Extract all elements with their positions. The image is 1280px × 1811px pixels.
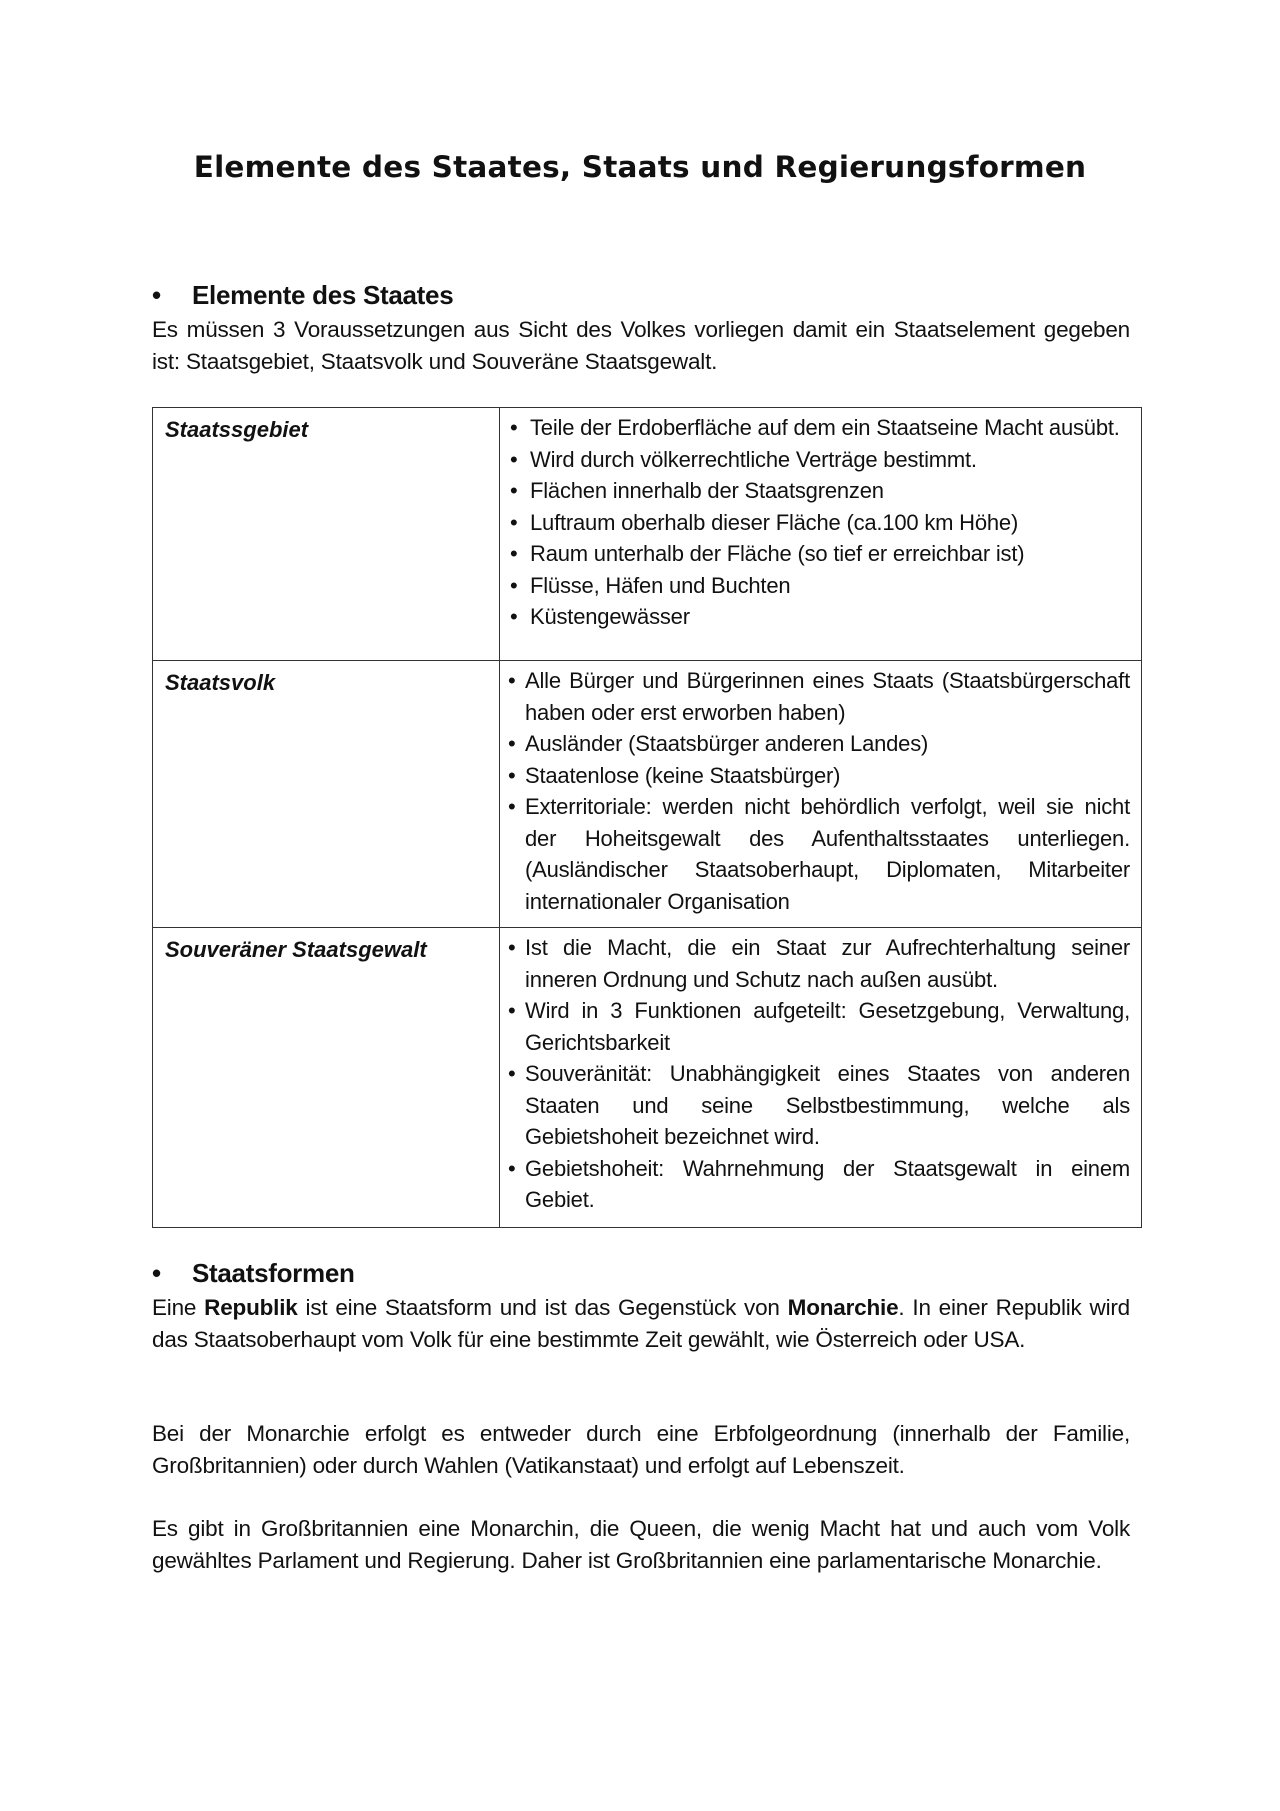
list-item: • Wird durch völkerrechtliche Verträge bestimmt. <box>508 444 1130 476</box>
staatselemente-table <box>152 407 1142 1228</box>
bullet-icon: • <box>152 280 161 310</box>
text-run: Eine <box>152 1295 205 1320</box>
row-label: Staatssgebiet <box>153 408 500 661</box>
section-heading-staatsformen <box>152 1258 355 1289</box>
table-row <box>153 928 1142 1228</box>
list-item: • Souveränität: Unabhängigkeit eines Staates von anderen Staaten und seine Selbstbestimmung, welche als Gebietshoheit bezeichnet wird. <box>508 1058 1130 1153</box>
table-row <box>153 408 1142 661</box>
list-item: • Ausländer (Staatsbürger anderen Landes) <box>508 728 1130 760</box>
text-run: . In einer Republik wird das Staatsoberhaupt vom Volk für eine bestimmte Zeit gewählt, wie Österreich oder USA. <box>152 1295 1130 1352</box>
list-item: • Küstengewässer <box>508 601 1130 633</box>
list-item: • Ist die Macht, die ein Staat zur Aufrechterhaltung seiner inneren Ordnung und Schutz nach außen ausübt. <box>508 932 1130 995</box>
list-item: • Gebietshoheit: Wahrnehmung der Staatsgewalt in einem Gebiet. <box>508 1153 1130 1216</box>
section-heading-text: Staatsformen <box>192 1258 355 1288</box>
row-label: Souveräner Staatsgewalt <box>153 928 500 1228</box>
list-item: • Exterritoriale: werden nicht behördlich verfolgt, weil sie nicht der Hoheitsgewalt des Aufenthaltsstaates unterliegen. (Ausländischer Staatsoberhaupt, Diplomaten, Mitarbeiter internationaler Organisation <box>508 791 1130 917</box>
list-item: • Flächen innerhalb der Staatsgrenzen <box>508 475 1130 507</box>
list-item: • Wird in 3 Funktionen aufgeteilt: Gesetzgebung, Verwaltung, Gerichtsbarkeit <box>508 995 1130 1058</box>
intro-paragraph: Es müssen 3 Voraussetzungen aus Sicht des Volkes vorliegen damit ein Staatselement gegeben ist: Staatsgebiet, Staatsvolk und Souveräne Staatsgewalt. <box>152 317 1130 374</box>
document-title: Elemente des Staates, Staats und Regierungsformen <box>193 150 1087 184</box>
list-item: • Raum unterhalb der Fläche (so tief er erreichbar ist) <box>508 538 1130 570</box>
section-heading-elemente <box>152 280 454 311</box>
bullet-list <box>508 665 1130 917</box>
bullet-icon: • <box>152 1258 161 1288</box>
list-item: • Staatenlose (keine Staatsbürger) <box>508 760 1130 792</box>
bold-term-republik: Republik <box>204 1295 298 1320</box>
list-item: • Teile der Erdoberfläche auf dem ein Staatseine Macht ausübt. <box>508 412 1130 444</box>
section-heading-text: Elemente des Staates <box>192 280 454 310</box>
bullet-list <box>508 932 1130 1216</box>
text-run: ist eine Staatsform und ist das Gegenstück von <box>297 1295 788 1320</box>
list-item: • Luftraum oberhalb dieser Fläche (ca.100 km Höhe) <box>508 507 1130 539</box>
list-item: • Flüsse, Häfen und Buchten <box>508 570 1130 602</box>
table-row <box>153 661 1142 928</box>
republik-paragraph <box>152 1292 1130 1355</box>
bold-term-monarchie: Monarchie <box>787 1295 899 1320</box>
list-item: • Alle Bürger und Bürgerinnen eines Staats (Staatsbürgerschaft haben oder erst erworben haben) <box>508 665 1130 728</box>
grossbritannien-paragraph: Es gibt in Großbritannien eine Monarchin, die Queen, die wenig Macht hat und auch vom Volk gewähltes Parlament und Regierung. Daher ist Großbritannien eine parlamentarische Monarchie. <box>152 1516 1130 1573</box>
bullet-list <box>508 412 1130 633</box>
row-label: Staatsvolk <box>153 661 500 928</box>
monarchie-paragraph: Bei der Monarchie erfolgt es entweder durch eine Erbfolgeordnung (innerhalb der Familie, Großbritannien) oder durch Wahlen (Vatikanstaat) und erfolgt auf Lebenszeit. <box>152 1421 1130 1478</box>
